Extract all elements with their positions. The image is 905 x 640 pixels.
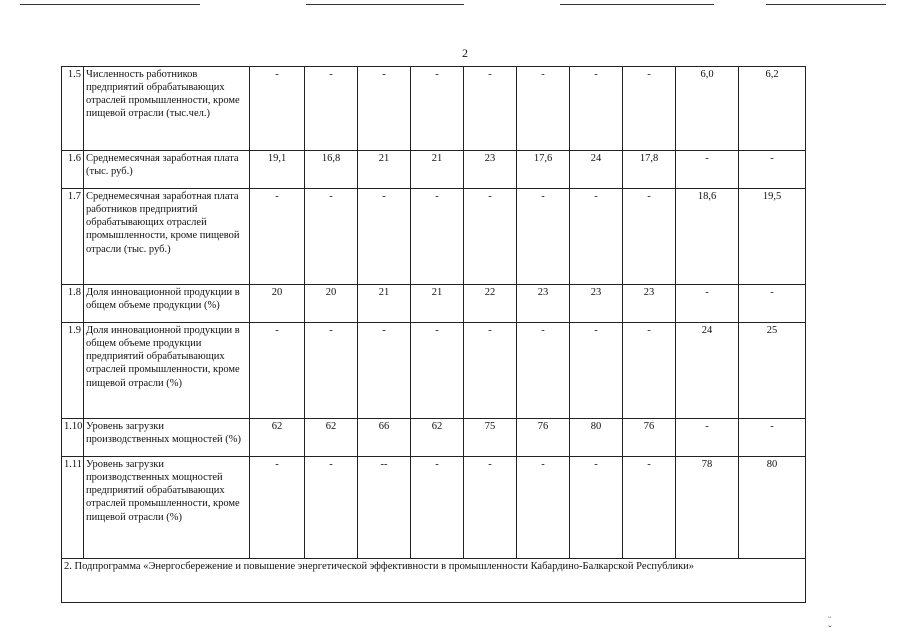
- value-cell: -: [464, 67, 517, 151]
- value-cell: -: [739, 151, 806, 189]
- value-cell: 23: [570, 285, 623, 323]
- value-cell: -: [464, 323, 517, 419]
- value-cell: 20: [250, 285, 305, 323]
- value-cell: 23: [623, 285, 676, 323]
- value-cell: 19,5: [739, 189, 806, 285]
- value-cell: -: [250, 457, 305, 559]
- value-cell: -: [250, 323, 305, 419]
- value-cell: -: [676, 419, 739, 457]
- table-row: [62, 189, 806, 285]
- value-cell: 21: [411, 285, 464, 323]
- value-cell: -: [411, 457, 464, 559]
- page-number: 2: [462, 46, 468, 60]
- indicator-label: Среднемесячная заработная плата работников предприятий обрабатывающих отраслей промышленности, кроме пищевой отрасли (тыс. руб.): [84, 189, 250, 285]
- indicator-label: Среднемесячная заработная плата (тыс. руб.): [84, 151, 250, 189]
- table-row: [62, 151, 806, 189]
- value-cell: 80: [570, 419, 623, 457]
- value-cell: 18,6: [676, 189, 739, 285]
- row-number: 1.5: [62, 67, 84, 151]
- value-cell: -: [358, 189, 411, 285]
- value-cell: -: [464, 457, 517, 559]
- scan-marks: ᵕ ˇ: [828, 612, 858, 636]
- value-cell: 25: [739, 323, 806, 419]
- value-cell: 62: [411, 419, 464, 457]
- value-cell: -: [676, 151, 739, 189]
- document-table-sheet: [61, 66, 803, 605]
- table-row: [62, 67, 806, 151]
- value-cell: -: [358, 67, 411, 151]
- value-cell: -: [517, 323, 570, 419]
- value-cell: 6,2: [739, 67, 806, 151]
- subprogram-title: 2. Подпрограмма «Энергосбережение и повышение энергетической эффективности в промышленности Кабардино-Балкарской Республики»: [62, 559, 806, 603]
- value-cell: -: [464, 189, 517, 285]
- value-cell: -: [623, 323, 676, 419]
- table-row: [62, 323, 806, 419]
- value-cell: 20: [305, 285, 358, 323]
- value-cell: -: [517, 189, 570, 285]
- row-number: 1.7: [62, 189, 84, 285]
- value-cell: -: [739, 285, 806, 323]
- value-cell: -: [305, 457, 358, 559]
- row-number: 1.9: [62, 323, 84, 419]
- top-rule-4: [766, 4, 886, 5]
- value-cell: -: [305, 323, 358, 419]
- value-cell: 62: [250, 419, 305, 457]
- value-cell: -: [517, 457, 570, 559]
- value-cell: -: [411, 189, 464, 285]
- value-cell: -: [411, 67, 464, 151]
- value-cell: 76: [517, 419, 570, 457]
- value-cell: -: [739, 419, 806, 457]
- value-cell: -: [570, 189, 623, 285]
- value-cell: 23: [464, 151, 517, 189]
- value-cell: -: [570, 457, 623, 559]
- value-cell: 66: [358, 419, 411, 457]
- top-rule-3: [560, 4, 714, 5]
- value-cell: 76: [623, 419, 676, 457]
- value-cell: 24: [570, 151, 623, 189]
- value-cell: -: [305, 189, 358, 285]
- value-cell: 21: [358, 285, 411, 323]
- row-number: 1.8: [62, 285, 84, 323]
- value-cell: 17,8: [623, 151, 676, 189]
- value-cell: 22: [464, 285, 517, 323]
- top-rule-1: [20, 4, 200, 5]
- indicator-label: Доля инновационной продукции в общем объеме продукции (%): [84, 285, 250, 323]
- value-cell: 80: [739, 457, 806, 559]
- indicator-label: Численность работников предприятий обрабатывающих отраслей промышленности, кроме пищевой отрасли (тыс.чел.): [84, 67, 250, 151]
- top-rule-2: [306, 4, 464, 5]
- value-cell: 19,1: [250, 151, 305, 189]
- footer-row: [62, 559, 806, 603]
- value-cell: 17,6: [517, 151, 570, 189]
- value-cell: -: [623, 457, 676, 559]
- indicators-table: [61, 66, 806, 603]
- value-cell: --: [358, 457, 411, 559]
- value-cell: 21: [411, 151, 464, 189]
- value-cell: 16,8: [305, 151, 358, 189]
- table-row: [62, 285, 806, 323]
- value-cell: 21: [358, 151, 411, 189]
- value-cell: 62: [305, 419, 358, 457]
- value-cell: 24: [676, 323, 739, 419]
- value-cell: -: [411, 323, 464, 419]
- row-number: 1.6: [62, 151, 84, 189]
- value-cell: -: [570, 323, 623, 419]
- value-cell: 23: [517, 285, 570, 323]
- indicator-label: Уровень загрузки производственных мощностей (%): [84, 419, 250, 457]
- value-cell: 6,0: [676, 67, 739, 151]
- table-row: [62, 419, 806, 457]
- value-cell: -: [250, 189, 305, 285]
- value-cell: -: [358, 323, 411, 419]
- value-cell: -: [305, 67, 358, 151]
- table-row: [62, 457, 806, 559]
- value-cell: 78: [676, 457, 739, 559]
- indicator-label: Уровень загрузки производственных мощностей предприятий обрабатывающих отраслей промышленности, кроме пищевой отрасли (%): [84, 457, 250, 559]
- value-cell: -: [623, 67, 676, 151]
- value-cell: 75: [464, 419, 517, 457]
- value-cell: -: [676, 285, 739, 323]
- row-number: 1.10: [62, 419, 84, 457]
- value-cell: -: [250, 67, 305, 151]
- row-number: 1.11: [62, 457, 84, 559]
- value-cell: -: [517, 67, 570, 151]
- value-cell: -: [570, 67, 623, 151]
- indicator-label: Доля инновационной продукции в общем объеме продукции предприятий обрабатывающих отраслей промышленности, кроме пищевой отрасли (%): [84, 323, 250, 419]
- value-cell: -: [623, 189, 676, 285]
